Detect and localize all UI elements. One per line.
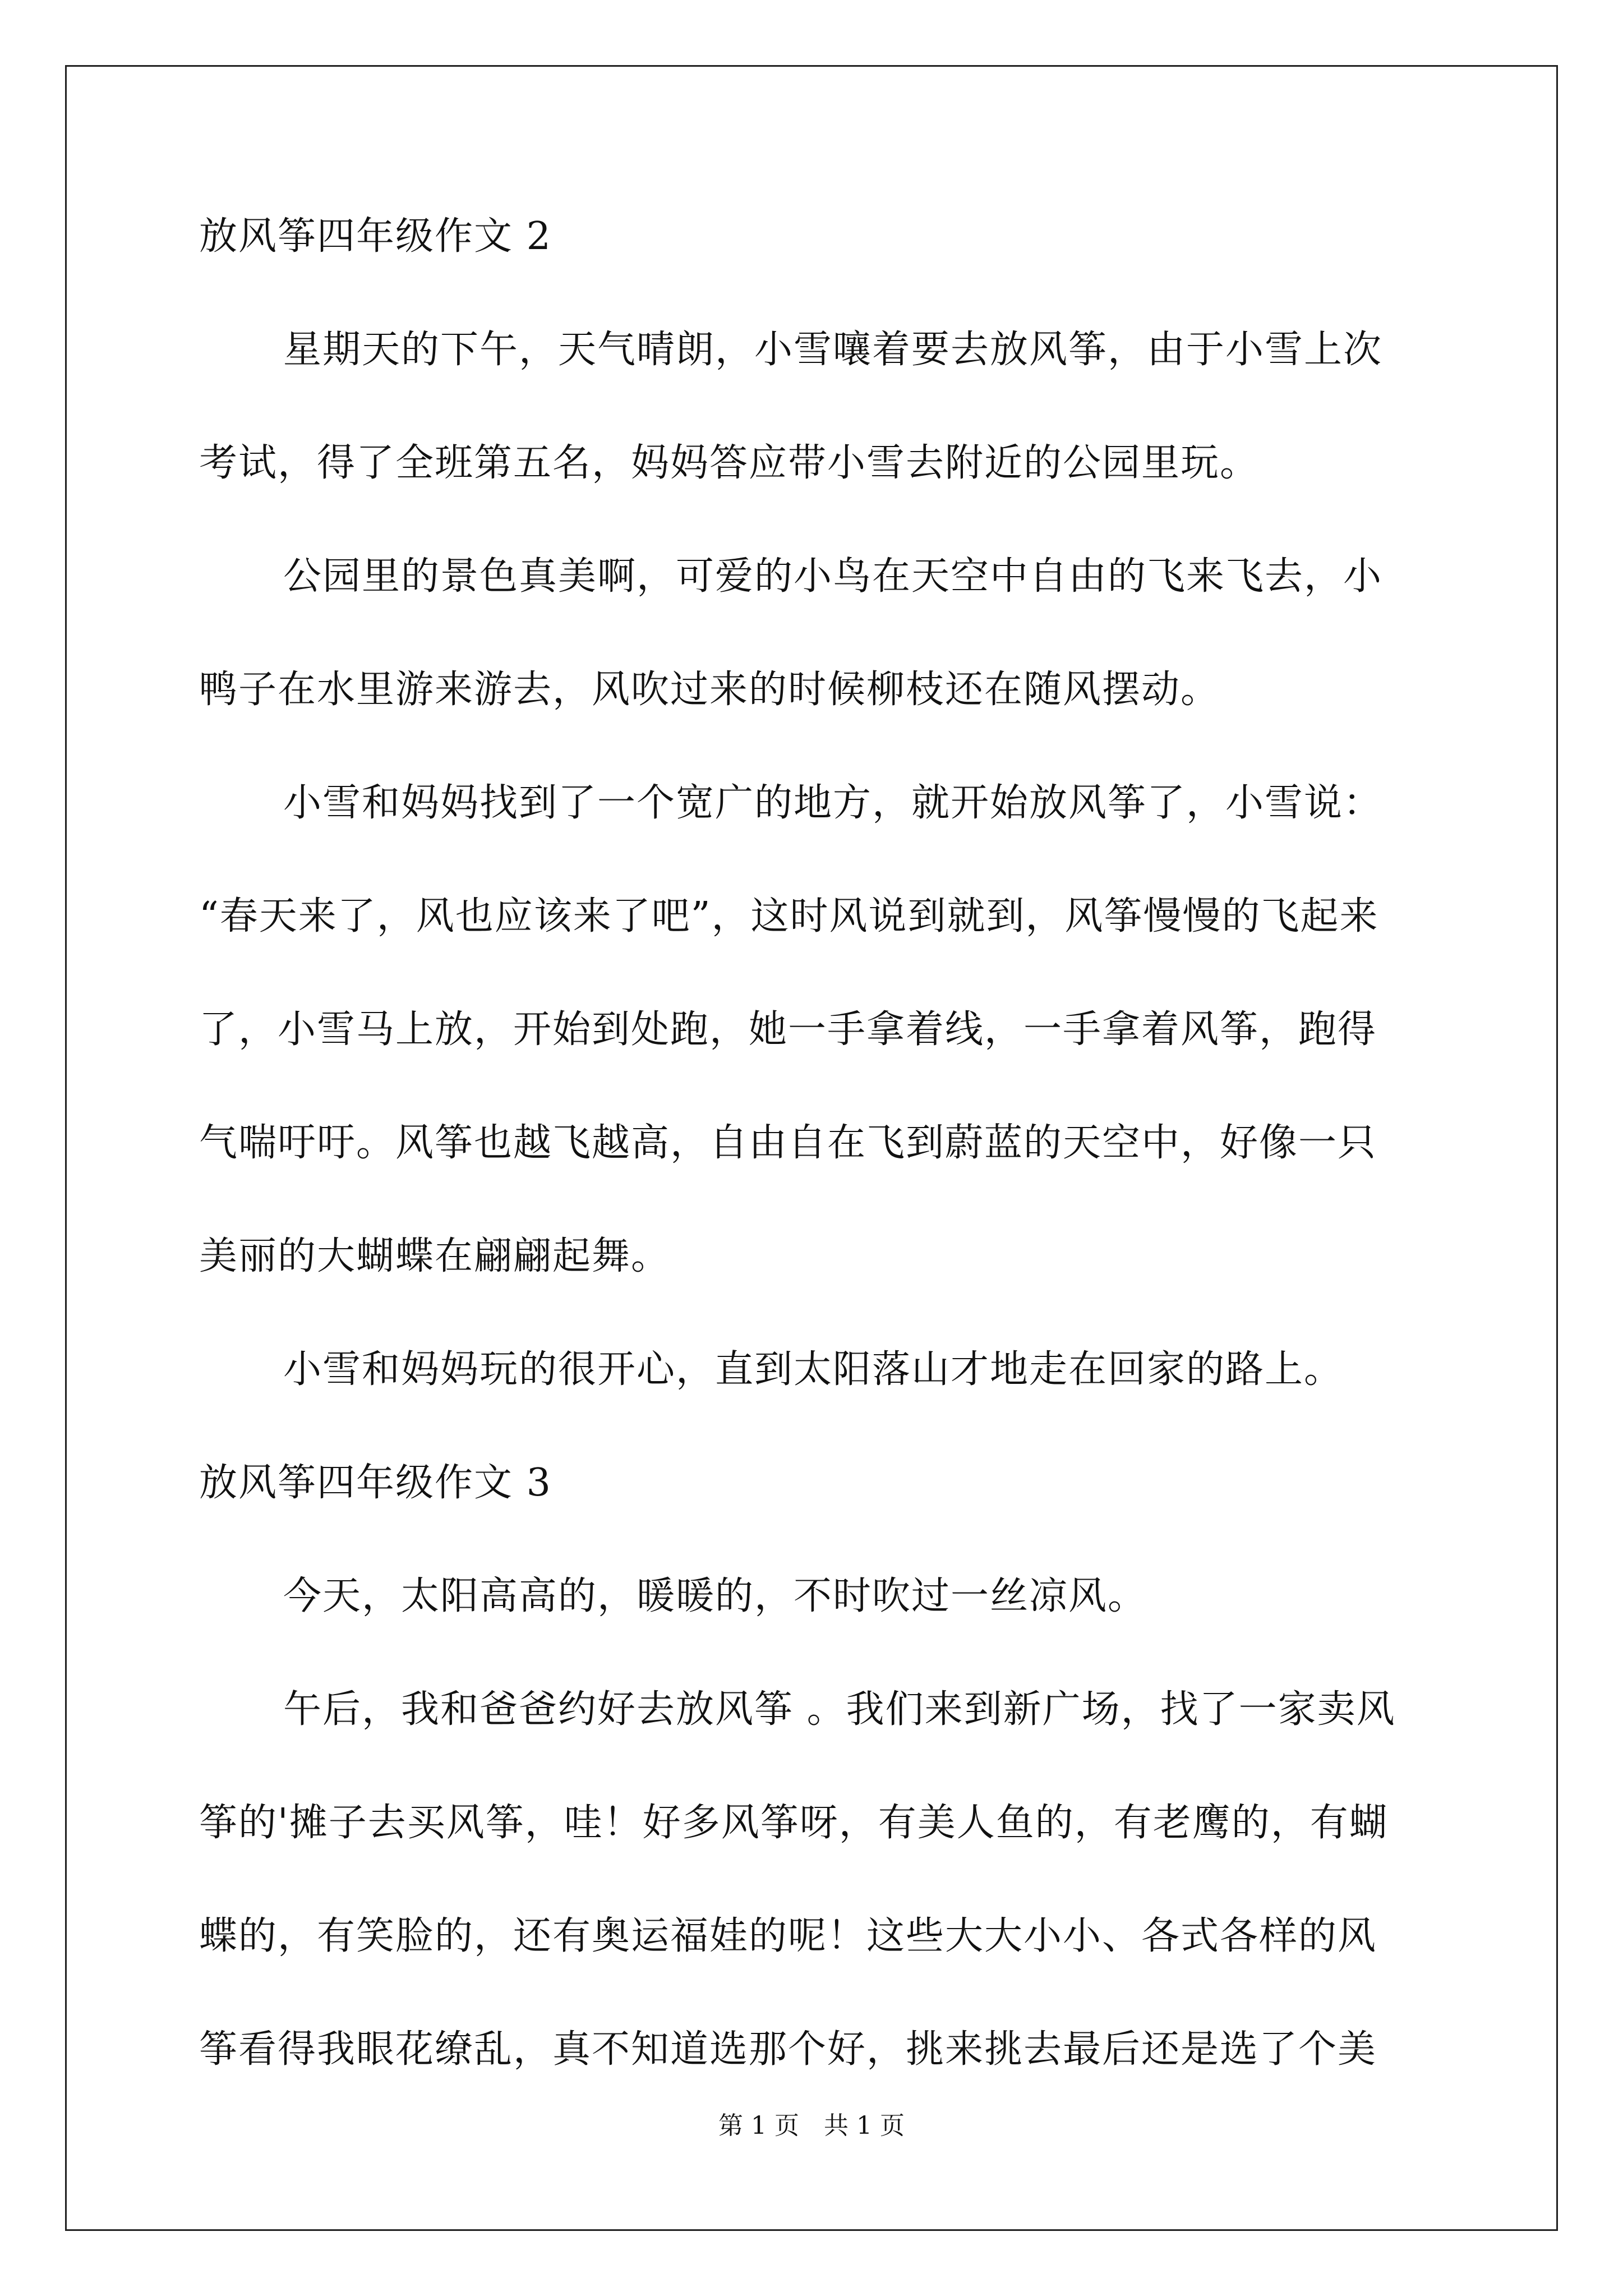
paragraph-line: 午后，我和爸爸约好去放风筝 。我们来到新广场，找了一家卖风 bbox=[283, 1687, 1396, 1732]
heading-essay-3: 放风筝四年级作文 3 bbox=[199, 1461, 552, 1505]
paragraph-line: 筝看得我眼花缭乱，真不知道选那个好，挑来挑去最后还是选了个美 bbox=[199, 2027, 1377, 2072]
paragraph-line: 了，小雪马上放，开始到处跑，她一手拿着线，一手拿着风筝，跑得 bbox=[199, 1007, 1377, 1052]
paragraph-line: 小雪和妈妈玩的很开心，直到太阳落山才地走在回家的路上。 bbox=[283, 1347, 1344, 1392]
paragraph-line: 今天，太阳高高的，暖暖的，不时吹过一丝凉风。 bbox=[283, 1574, 1147, 1618]
paragraph-line: 美丽的大蝴蝶在翩翩起舞。 bbox=[199, 1234, 671, 1278]
paragraph-line: “春天来了，风也应该来了吧”，这时风说到就到，风筝慢慢的飞起来 bbox=[199, 894, 1379, 938]
paragraph-line: 鸭子在水里游来游去，风吹过来的时候柳枝还在随风摆动。 bbox=[199, 668, 1220, 712]
paragraph-line: 考试，得了全班第五名，妈妈答应带小雪去附近的公园里玩。 bbox=[199, 441, 1260, 485]
paragraph-line: 公园里的景色真美啊，可爱的小鸟在天空中自由的飞来飞去，小 bbox=[283, 554, 1383, 599]
paragraph-line: 星期天的下午，天气晴朗，小雪嚷着要去放风筝，由于小雪上次 bbox=[283, 328, 1383, 372]
heading-essay-2: 放风筝四年级作文 2 bbox=[199, 214, 552, 259]
paragraph-line: 筝的'摊子去买风筝，哇！好多风筝呀，有美人鱼的，有老鹰的，有蝴 bbox=[199, 1801, 1389, 1845]
paragraph-line: 小雪和妈妈找到了一个宽广的地方，就开始放风筝了，小雪说： bbox=[283, 781, 1383, 825]
paragraph-line: 气喘吁吁。风筝也越飞越高，自由自在飞到蔚蓝的天空中，好像一只 bbox=[199, 1121, 1377, 1165]
page-number-footer: 第 1 页 共 1 页 bbox=[718, 2111, 905, 2140]
paragraph-line: 蝶的，有笑脸的，还有奥运福娃的呢！这些大大小小、各式各样的风 bbox=[199, 1914, 1377, 1958]
